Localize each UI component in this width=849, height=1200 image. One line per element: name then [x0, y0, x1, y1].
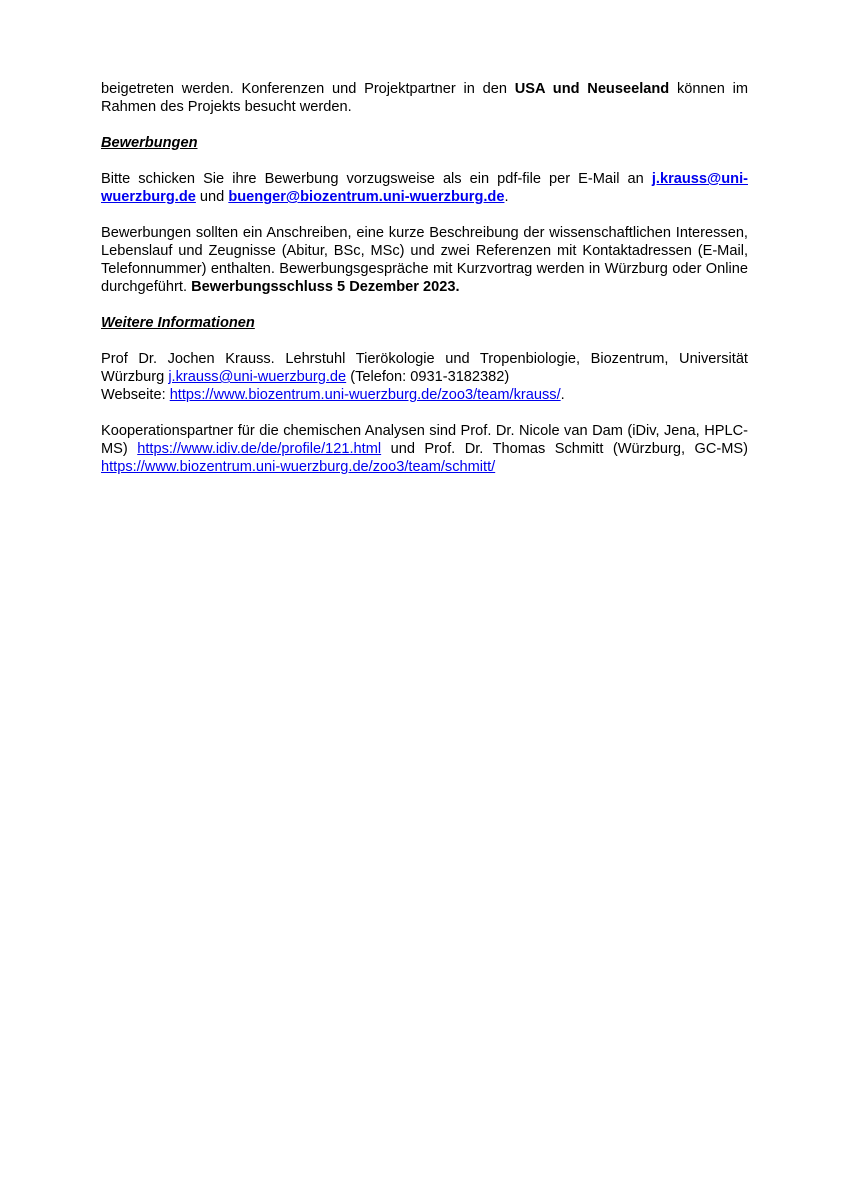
- bewerbungen-paragraph-2: [101, 224, 748, 296]
- intro-und: und: [545, 81, 588, 97]
- bewerbungsschluss: Bewerbungsschluss 5 Dezember 2023.: [191, 279, 460, 295]
- intro-usa: USA: [514, 81, 546, 97]
- kooperation-text-mid: und Prof. Dr. Thomas Schmitt (Würzburg, GC-MS): [381, 441, 749, 457]
- kooperation-text: Kooperationspartner für die chemischen Analysen sind Prof. Dr. Nicole van Dam (iDiv, Jena, HPLC-MS): [101, 423, 748, 457]
- webseite-label: Webseite:: [101, 387, 170, 403]
- webseite-link[interactable]: https://www.biozentrum.uni-wuerzburg.de/zoo3/team/krauss/: [169, 387, 561, 403]
- bewerbungen-requirements: Bewerbungen sollten ein Anschreiben, eine kurze Beschreibung der wissenschaftlichen Interessen, Lebenslauf und Zeugnisse (Abitur, BSc, MSc) und zwei Referenzen mit Kontaktadressen (E-Mail, Telefonnummer) enthalten. Bewerbungsgespräche mit Kurzvortrag werden in Würzburg oder Online durchgeführt.: [101, 225, 748, 295]
- contact-phone: (Telefon: 0931-3182382): [346, 369, 510, 385]
- email-link-krauss[interactable]: j.krauss@uni-wuerzburg.de: [101, 171, 748, 205]
- intro-neuseeland: Neuseeland: [587, 81, 670, 97]
- kooperation-paragraph: [101, 422, 748, 476]
- intro-paragraph: [101, 80, 748, 116]
- idiv-profile-link[interactable]: https://www.idiv.de/de/profile/121.html: [137, 441, 382, 457]
- contact-text: Prof Dr. Jochen Krauss. Lehrstuhl Tierökologie und Tropenbiologie, Biozentrum, Universität Würzburg: [101, 351, 748, 385]
- bewerbungen-und: und: [195, 189, 229, 205]
- schmitt-profile-link[interactable]: https://www.biozentrum.uni-wuerzburg.de/zoo3/team/schmitt/: [101, 459, 496, 475]
- email-link-krauss-contact[interactable]: j.krauss@uni-wuerzburg.de: [168, 369, 347, 385]
- intro-text-end: können im Rahmen des Projekts besucht werden.: [101, 81, 748, 115]
- bewerbungen-period: .: [504, 189, 509, 205]
- bewerbungen-text: Bitte schicken Sie ihre Bewerbung vorzugsweise als ein pdf-file per E-Mail an: [101, 171, 652, 187]
- heading-bewerbungen: Bewerbungen: [101, 135, 198, 151]
- document-page: [101, 80, 748, 476]
- bewerbungen-paragraph-1: [101, 170, 748, 206]
- contact-paragraph: [101, 350, 748, 404]
- webseite-period: .: [560, 387, 565, 403]
- heading-weitere-informationen: Weitere Informationen: [101, 315, 255, 331]
- intro-text: beigetreten werden. Konferenzen und Projektpartner in den: [101, 81, 515, 97]
- email-link-buenger[interactable]: buenger@biozentrum.uni-wuerzburg.de: [228, 189, 505, 205]
